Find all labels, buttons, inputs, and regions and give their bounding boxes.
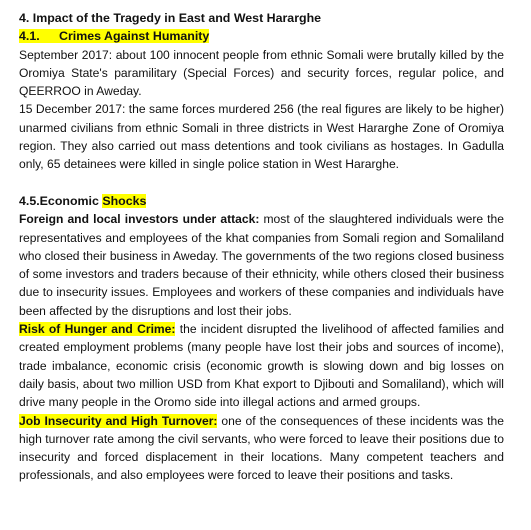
paragraph-september-2017: September 2017: about 100 innocent people from ethnic Somali were brutally killed by the Oromiya State's paramilitary (Special Forces) and security forces, regular police, and QEERROO in Aweday. [19,47,504,99]
job-insecurity-text: one of the consequences of these incidents was the high turnover rate among the civil servants, who were forced to leave their positions due to insecurity and forced displacement in their locations. Many competent teachers and professionals, and also employees were forced to leave their positions and tasks. [19,413,504,483]
paragraph-investors-under-attack [19,210,504,320]
job-insecurity-label: Job Insecurity and High Turnover: [19,413,218,428]
investors-text: most of the slaughtered individuals were the representatives and employees of the khat companies from Somali region and Somaliland who closed their business in Aweday. The governments of the two regions closed business of some investors and traders because of their ethnicity, while others closed their business due to insecurity issues. Employees and workers of these companies and individuals have been affected by the disruptions and lost their jobs. [19,212,504,318]
paragraph-december-2017: 15 December 2017: the same forces murdered 256 (the real figures are likely to be higher) unarmed civilians from ethnic Somali in three districts in West Hararghe Zone of Oromiya region. They also carried out mass detentions and took civilians as hostages. In Gadulla only, 65 detainees were killed in single police station in West Hararghe. [19,102,504,172]
section-4-5-heading-prefix: 4.5.Economic [19,193,103,208]
section-4-1-heading [19,27,504,45]
section-4-1-highlight [19,29,209,43]
blank-line [19,174,504,192]
paragraph-job-insecurity [19,412,504,485]
investors-label: Foreign and local investors under attack: [19,212,260,227]
paragraph-hunger-and-crime [19,320,504,411]
document-body [19,9,504,485]
hunger-crime-label: Risk of Hunger and Crime: [19,322,176,337]
section-4-5-heading [19,192,504,210]
section-4-5-heading-highlight: Shocks [102,193,147,208]
section-4-1-title: Crimes Against Humanity [59,29,210,44]
hunger-crime-text: the incident disrupted the livelihood of affected families and created employment problems (many people have lost their jobs and sources of income), trade imbalance, economic crisis (economic growth is slowing down and big losses on daily basis, about two million USD from Khat export to Djibouti and Somaliland), which will drive many people in the Oromo side into illegal actions and armed groups. [19,322,504,410]
section-4-heading: 4. Impact of the Tragedy in East and West Hararghe [19,11,322,25]
section-4-1-number: 4.1. [19,29,40,44]
